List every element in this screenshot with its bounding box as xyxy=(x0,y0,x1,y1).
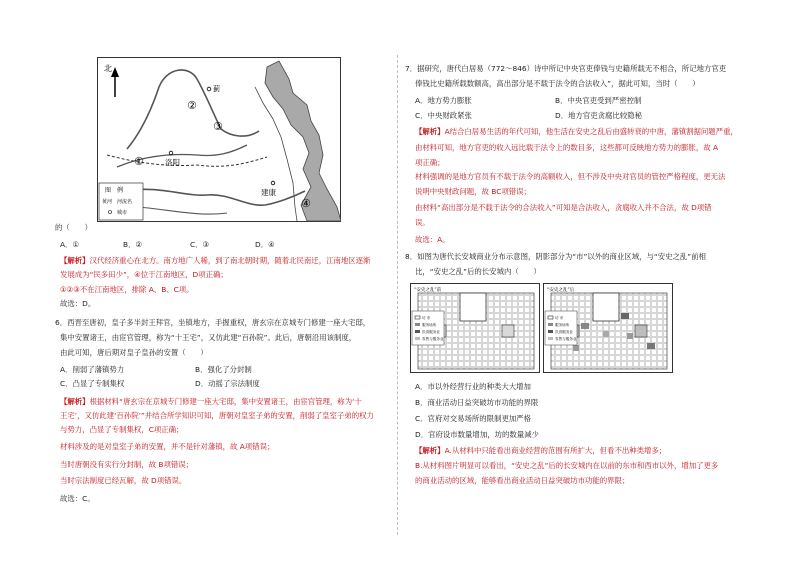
q7-analysis-line-1: 【解析】A结合白居易生活的年代可知，他生活在安史之乱后由盛转衰的中唐，藩镇割据问题严重， xyxy=(415,127,738,136)
marker-4: ④ xyxy=(301,197,311,210)
q8-analysis-line-1: 【解析】A.从材料中只能看出商业经营的范围有所扩大，但看不出种类增多； xyxy=(415,446,667,455)
marker-2: ② xyxy=(187,99,197,112)
north-south-map xyxy=(97,57,341,222)
q6-analysis-line-6: 当时宗法制度已经瓦解，故 D项错误。 xyxy=(60,476,187,485)
marker-3: ③ xyxy=(213,120,223,133)
q8-stem-line-1: 8．如图为唐代长安城商业分布示意图，阴影部分为“市”以外的商业区域，与“安史之乱”前相 xyxy=(405,252,706,261)
q7-option-a: A．地方势力膨胀 xyxy=(415,96,472,105)
north-label: 北 xyxy=(104,64,112,73)
city-jiankang: 建康 xyxy=(261,188,276,197)
map-label-after: “安史之乱”后 xyxy=(547,288,575,293)
q6-stem-line-2: 集中安置诸王，由宦官管理，称为“十王宅”，又仿此建“百孙院”。此后，唐朝沿用该制度， xyxy=(60,333,357,342)
legend-service-after: 服务场所 xyxy=(555,323,570,327)
city-ji: 蓟 xyxy=(213,85,220,93)
q6-analysis-tag: 【解析】 xyxy=(60,397,90,406)
q7-analysis-line-3: 项正确； xyxy=(415,158,445,167)
q5-option-a: A．① xyxy=(60,240,80,249)
changan-map-before xyxy=(410,283,540,373)
q7-option-b: B．中央官吏受到严密控制 xyxy=(555,96,642,105)
q8-analysis-line-2: B.从材料图片明显可以看出，“安史之乱”后的长安城内在以前的东市和西市以外，增加了更多 xyxy=(415,461,719,470)
q6-option-a: A．削弱了藩镇势力 xyxy=(60,365,125,374)
q6-analysis-line-4: 材料涉及的是对皇室子弟的安置，并不是针对藩镇，故 A项错误； xyxy=(60,442,275,451)
q6-stem-line-3: 由此可知，唐后期对皇子皇孙的安置（ ） xyxy=(60,348,208,357)
q5-analysis-line-3: ①②③不在江南地区，排除 A、B、C项。 xyxy=(60,285,194,294)
legend-retail-before: 零售与服务业 xyxy=(422,337,444,341)
q7-stem-line-1: 7．据研究，唐代白居易（772～846）诗中所记中央官吏俸钱与史籍所载无不相合，所记地方官吏 xyxy=(405,64,727,73)
q6-option-c: C．凸显了专制集权 xyxy=(60,379,125,388)
q7-analysis-line-4: 材料强调的是地方官员有不载于法令的高额收入，但不涉及中央对官员的管控严格程度，更无法 xyxy=(415,172,726,181)
q5-analysis-tag: 【解析】 xyxy=(60,256,90,265)
q6-analysis-line-1: 【解析】根据材料“唐玄宗在京城专门修建一座大宅邸，集中安置诸王，由宦官管理，称为‘十 xyxy=(60,397,362,406)
legend-river: 黄河 xyxy=(102,199,113,205)
q6-option-d: D．动摇了宗法制度 xyxy=(195,379,260,388)
legend-title: 图 例 xyxy=(105,187,124,194)
marker-1: ① xyxy=(134,155,144,168)
q8-option-c: C．官府对交易场所的限制更加严格 xyxy=(415,414,532,423)
q7-option-d: D．地方官吏贪腐比较隐秘 xyxy=(555,111,642,120)
q6-stem-line-1: 6．西晋至唐初，皇子多半封王拜官，坐镇地方，手握重权，唐玄宗在京城专门修建一座大宅邸， xyxy=(55,318,371,327)
legend-fangshi-before: 坊 市 xyxy=(422,316,431,320)
q6-analysis-line-2: 王宅’，又仿此建‘百孙院’”并结合所学知识可知，唐朝对皇室子弟的安置，削弱了皇室子弟的权力 xyxy=(60,411,374,420)
q8-option-d: D．官府设市数量增加，坊的数量减少 xyxy=(415,430,539,439)
q5-analysis-line-1: 【解析】汉代经济重心在北方。南方地广人稀，到了南北朝时期，随着北民南迁，江南地区逐渐 xyxy=(60,256,371,265)
q8-stem-line-2: 比，“安史之乱”后的长安城内（ ） xyxy=(415,267,541,276)
q5-stem-tail: 的（ ） xyxy=(55,223,92,232)
q8-option-a: A．市以外经营行业的种类大大增加 xyxy=(415,382,531,391)
q7-analysis-line-2: 由材料可知，地方官吏的收入远比载于法令上的数目多，这些都可反映地方势力的膨胀，故 A xyxy=(415,143,719,152)
legend-fangshi-after: 坊 市 xyxy=(555,316,564,320)
q6-answer: 故选：C。 xyxy=(60,494,95,503)
q7-answer: 故选：A。 xyxy=(415,235,450,244)
q8-analysis-line-3: 的商业活动的区域，能够看出商业活动日益突破坊市功能的界限； xyxy=(415,476,630,485)
q6-analysis-line-5: 当时唐朝没有实行分封制，故 B项错误； xyxy=(60,460,194,469)
legend-retail-after: 零售与服务业 xyxy=(555,337,577,341)
column-divider xyxy=(397,55,398,535)
q7-analysis-line-6: 由材料“高出部分是不载于法令的合法收入”可知是合法收入，贪腐收入并不合法，故 D项错 xyxy=(415,203,712,212)
q5-answer: 故选：D。 xyxy=(60,299,96,308)
q5-analysis-line-2: 发展成为“民多田少”，④位于江南地区，D项正确； xyxy=(60,270,228,279)
q7-stem-line-2: 俸钱比史籍所载数额高，高出部分是不载于法令的合法收入”，据此可知，当时（ ） xyxy=(415,79,700,88)
q7-analysis-line-5: 说明中央财政问题，故 BC项错误； xyxy=(415,187,531,196)
changan-map-after xyxy=(543,283,673,373)
legend-food-before: 饮食服务业 xyxy=(422,330,440,334)
q6-analysis-line-3: 与势力，凸显了专制集权，C项正确； xyxy=(60,425,184,434)
q5-option-d: D．④ xyxy=(255,240,275,249)
city-luoyang: 洛阳 xyxy=(165,158,180,167)
legend-service-before: 服务场所 xyxy=(422,323,437,327)
q8-option-b: B．商业活动日益突破坊市功能的界限 xyxy=(415,398,539,407)
q7-analysis-tag: 【解析】 xyxy=(415,127,445,136)
q6-option-b: B．强化了分封制 xyxy=(195,365,252,374)
legend-food-after: 饮食服务业 xyxy=(555,330,573,334)
q7-analysis-line-7: 误。 xyxy=(415,218,430,227)
q7-option-c: C．中央财政紧张 xyxy=(415,111,472,120)
map-label-before: “安史之乱”前 xyxy=(414,288,442,293)
q5-option-c: C．③ xyxy=(190,240,210,249)
q5-option-b: B．② xyxy=(123,240,143,249)
legend-city: 城市 xyxy=(117,210,128,216)
legend-river-name: 河流名 xyxy=(117,199,133,205)
q8-analysis-tag: 【解析】 xyxy=(415,446,445,455)
